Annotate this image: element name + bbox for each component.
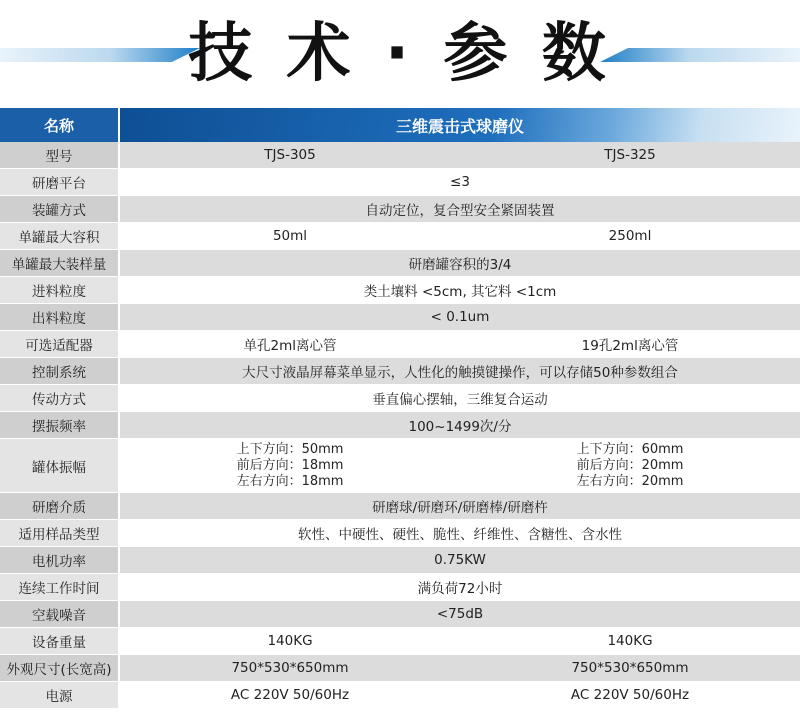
row-values — [120, 142, 800, 168]
value-cell: 大尺寸液晶屏幕菜单显示，人性化的触摸键操作，可以存储50种参数组合 — [242, 365, 678, 381]
table-row — [0, 223, 800, 250]
table-row — [0, 277, 800, 304]
value-cell: 19孔2ml离心管 — [581, 338, 679, 354]
row-label: 设备重量 — [0, 628, 120, 654]
row-values — [120, 169, 800, 195]
row-values — [120, 385, 800, 411]
page-title: 技 术 · 参 数 — [188, 17, 612, 91]
value-cell: 0.75KW — [434, 552, 486, 568]
table-row — [0, 250, 800, 277]
hero-banner — [0, 0, 800, 108]
amplitude-line: 上下方向：60mm — [576, 441, 684, 457]
row-label: 进料粒度 — [0, 277, 120, 303]
value-cell: ≤3 — [450, 174, 470, 190]
amplitude-line: 上下方向：50mm — [236, 441, 344, 457]
table-row — [0, 196, 800, 223]
amplitude-line: 前后方向：20mm — [576, 457, 684, 473]
value-cell: 750*530*650mm — [231, 660, 349, 676]
table-row — [0, 682, 800, 709]
row-values — [120, 304, 800, 330]
table-row — [0, 412, 800, 439]
table-row — [0, 304, 800, 331]
value-cell — [460, 439, 800, 492]
amplitude-line: 左右方向：18mm — [236, 473, 344, 489]
table-row — [0, 655, 800, 682]
value-cell: 类土壤料 <5cm, 其它料 <1cm — [363, 284, 557, 300]
table-row — [0, 601, 800, 628]
row-label: 外观尺寸(长宽高) — [0, 655, 120, 681]
row-label: 控制系统 — [0, 358, 120, 384]
row-values — [120, 358, 800, 384]
value-cell: 单孔2ml离心管 — [243, 338, 337, 354]
row-label: 空载噪音 — [0, 601, 120, 627]
row-label: 研磨介质 — [0, 493, 120, 519]
row-label: 罐体振幅 — [0, 439, 120, 492]
row-values — [120, 682, 800, 708]
row-label: 单罐最大装样量 — [0, 250, 120, 276]
table-row — [0, 628, 800, 655]
amplitude-list — [237, 442, 344, 490]
table-row — [0, 547, 800, 574]
value-cell: 满负荷72小时 — [417, 581, 503, 597]
value-cell: 250ml — [608, 228, 652, 244]
row-label: 摆振频率 — [0, 412, 120, 438]
value-cell: 软性、中硬性、硬性、脆性、纤维性、含糖性、含水性 — [298, 527, 622, 543]
row-values — [120, 520, 800, 546]
row-values — [120, 601, 800, 627]
value-cell: AC 220V 50/60Hz — [570, 687, 690, 703]
value-cell: 140KG — [607, 633, 653, 649]
row-values — [120, 331, 800, 357]
row-values — [120, 655, 800, 681]
amplitude-list — [577, 442, 684, 490]
table-row — [0, 169, 800, 196]
table-body — [0, 142, 800, 709]
row-values — [120, 250, 800, 276]
table-header — [0, 108, 800, 142]
value-cell: TJS-325 — [604, 147, 656, 163]
row-label: 电源 — [0, 682, 120, 708]
value-cell: 研磨罐容积的3/4 — [408, 257, 512, 273]
value-cell: 垂直偏心摆轴，三维复合运动 — [372, 392, 548, 408]
table-row — [0, 574, 800, 601]
row-label: 出料粒度 — [0, 304, 120, 330]
table-row — [0, 439, 800, 493]
row-label: 传动方式 — [0, 385, 120, 411]
value-cell: TJS-305 — [264, 147, 316, 163]
value-cell — [120, 439, 460, 492]
row-values — [120, 223, 800, 249]
value-cell: 自动定位，复合型安全紧固装置 — [365, 203, 555, 219]
row-values — [120, 547, 800, 573]
value-cell: 750*530*650mm — [571, 660, 689, 676]
value-cell: < 0.1um — [430, 309, 490, 325]
value-cell: <75dB — [436, 606, 484, 622]
row-label: 可选适配器 — [0, 331, 120, 357]
table-row — [0, 520, 800, 547]
row-values — [120, 196, 800, 222]
header-label: 名称 — [0, 108, 120, 142]
table-row — [0, 493, 800, 520]
row-label: 装罐方式 — [0, 196, 120, 222]
table-row — [0, 358, 800, 385]
row-values — [120, 277, 800, 303]
header-product-name: 三维震击式球磨仪 — [120, 108, 800, 142]
value-cell: 50ml — [272, 228, 308, 244]
row-label: 单罐最大容积 — [0, 223, 120, 249]
row-values — [120, 412, 800, 438]
value-cell: 140KG — [267, 633, 313, 649]
value-cell: 100~1499次/分 — [408, 419, 512, 435]
row-label: 研磨平台 — [0, 169, 120, 195]
value-cell: AC 220V 50/60Hz — [230, 687, 350, 703]
row-values — [120, 493, 800, 519]
amplitude-line: 左右方向：20mm — [576, 473, 684, 489]
row-label: 电机功率 — [0, 547, 120, 573]
value-cell: 研磨球/研磨环/研磨棒/研磨杵 — [372, 500, 548, 516]
row-label: 型号 — [0, 142, 120, 168]
row-label: 适用样品类型 — [0, 520, 120, 546]
row-label: 连续工作时间 — [0, 574, 120, 600]
table-row — [0, 385, 800, 412]
row-values — [120, 574, 800, 600]
spec-table — [0, 108, 800, 709]
table-row — [0, 331, 800, 358]
row-values — [120, 628, 800, 654]
row-values — [120, 439, 800, 492]
amplitude-line: 前后方向：18mm — [236, 457, 344, 473]
table-row — [0, 142, 800, 169]
